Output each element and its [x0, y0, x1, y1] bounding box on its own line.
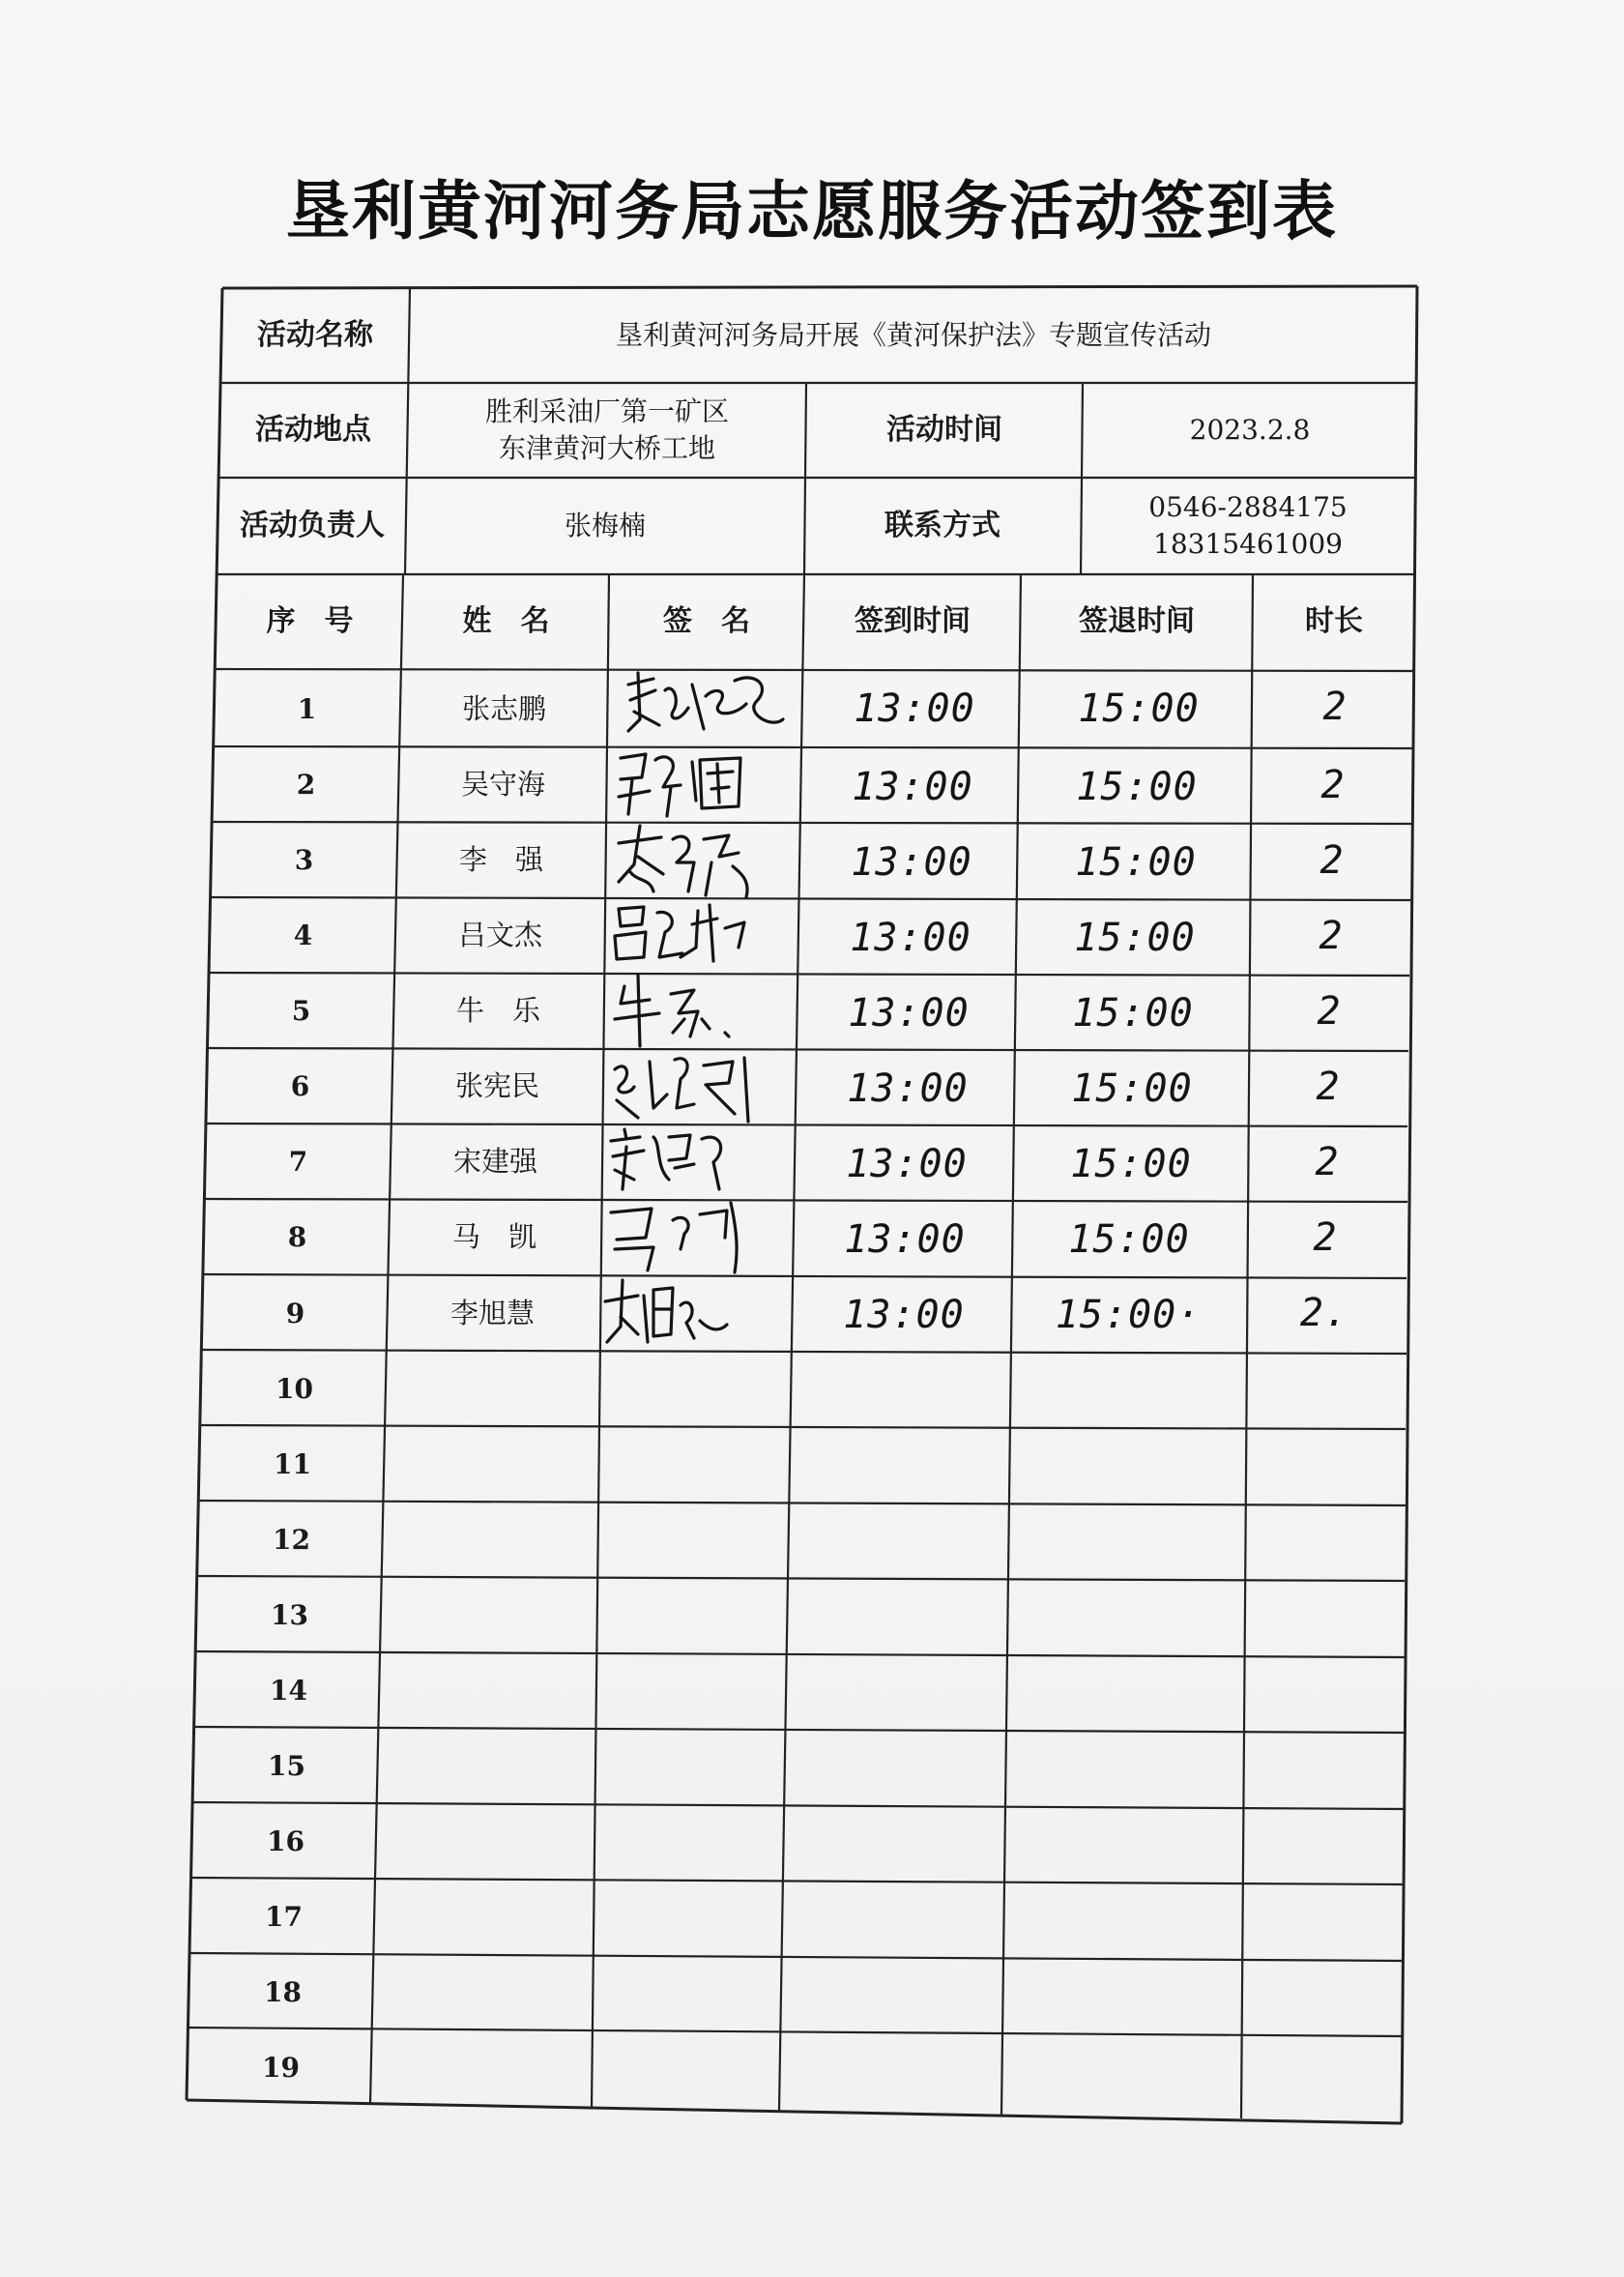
- row-checkin: 13:00: [846, 1142, 968, 1186]
- row-checkout: 15:00: [1074, 916, 1196, 960]
- row-seq: 16: [267, 1825, 304, 1858]
- row-duration: 2: [1322, 685, 1348, 729]
- row-seq: 3: [294, 844, 314, 877]
- row-checkin: 13:00: [847, 1066, 969, 1111]
- row-name: 宋建强: [452, 1145, 537, 1179]
- row-seq: 19: [262, 2052, 300, 2085]
- row-seq: 13: [271, 1599, 308, 1632]
- row-seq: 1: [297, 692, 317, 725]
- row-duration: 2: [1316, 1065, 1341, 1109]
- leader-label: 活动负责人: [240, 508, 385, 542]
- row-name: 张宪民: [454, 1069, 539, 1103]
- time-label: 活动时间: [886, 412, 1002, 447]
- signature-image: [594, 1267, 787, 1356]
- row-checkout: 15:00: [1076, 765, 1198, 809]
- header-checkin: 签到时间: [855, 603, 971, 638]
- row-name: 张志鹏: [461, 691, 546, 725]
- row-duration: 2.: [1299, 1291, 1349, 1335]
- row-checkin: 13:00: [852, 765, 973, 809]
- row-name: 马 凯: [451, 1220, 536, 1254]
- row-seq: 2: [296, 769, 316, 802]
- row-name: 吕文杰: [457, 919, 542, 952]
- row-checkin: 13:00: [844, 1217, 966, 1262]
- header-duration: 时长: [1305, 603, 1363, 638]
- location-line-2: 东津黄河大桥工地: [498, 432, 715, 464]
- contact-label: 联系方式: [884, 508, 1000, 542]
- row-seq: 18: [264, 1976, 302, 2009]
- row-duration: 2: [1313, 1215, 1338, 1260]
- row-seq: 6: [290, 1070, 310, 1103]
- location-value: [408, 383, 806, 478]
- activity-name-label: 活动名称: [257, 317, 373, 352]
- header-checkout: 签退时间: [1079, 603, 1195, 638]
- row-checkout: 15:00·: [1055, 1293, 1202, 1337]
- row-checkout: 15:00: [1071, 1066, 1193, 1111]
- row-seq: 8: [287, 1221, 307, 1254]
- header-seq: 序 号: [266, 603, 354, 638]
- activity-name-value: 垦利黄河河务局开展《黄河保护法》专题宣传活动: [615, 319, 1211, 352]
- row-seq: 17: [265, 1901, 303, 1934]
- row-seq: 5: [291, 995, 311, 1028]
- location-line-1: 胜利采油厂第一矿区: [484, 395, 729, 428]
- contact-value: [1081, 478, 1415, 574]
- row-checkout: 15:00: [1068, 1217, 1190, 1262]
- row-checkout: 15:00: [1070, 1142, 1192, 1186]
- row-seq: 15: [268, 1750, 305, 1783]
- row-name: 李旭慧: [450, 1296, 535, 1329]
- location-label: 活动地点: [255, 412, 371, 447]
- row-seq: 4: [293, 920, 313, 952]
- row-seq: 10: [276, 1373, 313, 1406]
- row-checkin: 13:00: [854, 686, 975, 731]
- row-duration: 2: [1319, 914, 1344, 958]
- row-checkout: 15:00: [1072, 991, 1194, 1036]
- row-checkin: 13:00: [843, 1293, 965, 1337]
- row-checkin: 13:00: [850, 916, 972, 960]
- row-duration: 2: [1320, 838, 1345, 883]
- row-checkout: 15:00: [1075, 840, 1197, 885]
- row-name: 吴守海: [460, 768, 545, 802]
- row-duration: 2: [1315, 1140, 1340, 1184]
- row-seq: 7: [288, 1146, 308, 1179]
- row-seq: 12: [273, 1524, 310, 1557]
- contact-phone-2: 18315461009: [1153, 528, 1343, 560]
- row-duration: 2: [1320, 763, 1346, 807]
- row-name: 牛 乐: [455, 994, 540, 1028]
- row-seq: 11: [274, 1448, 311, 1481]
- row-checkin: 13:00: [848, 991, 970, 1036]
- row-seq: 14: [270, 1675, 307, 1708]
- row-seq: 9: [285, 1297, 305, 1329]
- row-duration: 2: [1317, 989, 1342, 1034]
- leader-value: 张梅楠: [564, 510, 646, 542]
- header-signature: 签 名: [663, 603, 750, 638]
- contact-phone-1: 0546-2884175: [1148, 491, 1348, 524]
- row-checkin: 13:00: [851, 840, 972, 885]
- header-name: 姓 名: [462, 603, 550, 638]
- time-value: 2023.2.8: [1189, 414, 1311, 447]
- row-checkout: 15:00: [1078, 686, 1200, 731]
- row-name: 李 强: [458, 843, 543, 877]
- page-title: 垦利黄河河务局志愿服务活动签到表: [286, 174, 1338, 248]
